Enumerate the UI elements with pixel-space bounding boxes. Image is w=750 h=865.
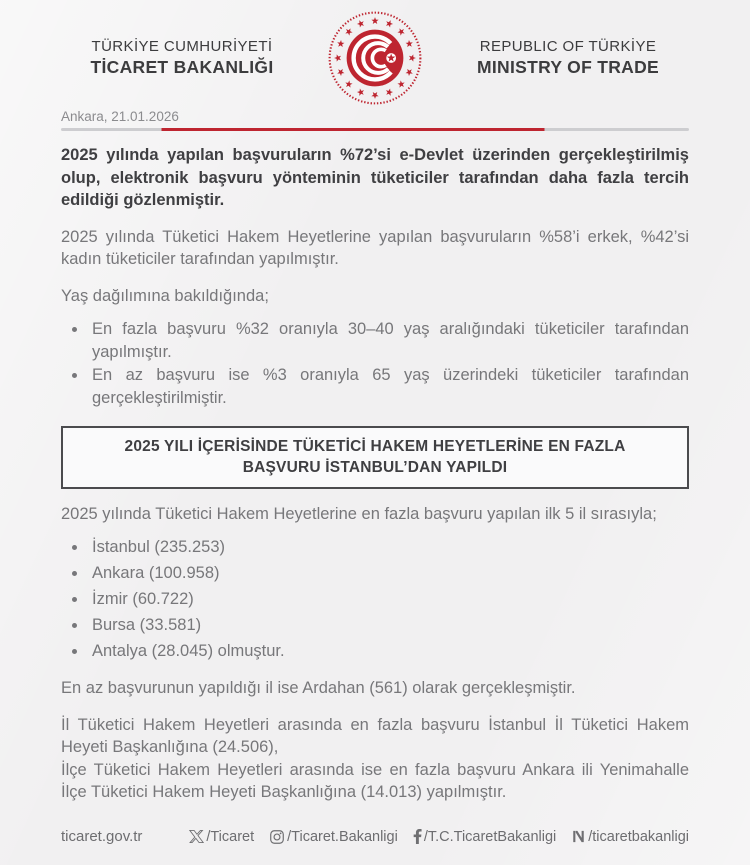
social-link-nsosyal[interactable]: [571, 829, 689, 845]
nsosyal-icon: [571, 829, 586, 844]
website-link[interactable]: ticaret.gov.tr: [61, 828, 143, 845]
org-name-turkish: [61, 38, 303, 78]
org-name-english: [447, 38, 689, 78]
org-tr-line2: TİCARET BAKANLIĞI: [90, 57, 274, 77]
social-handle: /T.C.TicaretBakanligi: [423, 828, 557, 845]
press-release-body: [61, 131, 689, 804]
social-link-x[interactable]: [189, 829, 254, 845]
list-item: • Antalya (28.045) olmuştur.: [88, 640, 689, 664]
list-item: • En fazla başvuru %32 oranıyla 30–40 yaş aralığındaki tüketiciler tarafından yapılmıştır.: [88, 318, 689, 363]
district-line: İlçe Tüketici Hakem Heyetleri arasında ise en fazla başvuru Ankara ili Yenimahalle İlçe Tüketici Hakem Heyeti Başkanlığına (14.013) yapılmıştır.: [61, 760, 689, 801]
list-item: • İstanbul (235.253): [88, 536, 689, 560]
social-link-instagram[interactable]: [269, 829, 398, 845]
boxed-heading: 2025 YILI İÇERİSİNDE TÜKETİCİ HAKEM HEYETLERİNE EN FAZLA BAŞVURU İSTANBUL’DAN YAPILDI: [61, 426, 689, 489]
social-links: [189, 829, 689, 845]
org-tr-line1: TÜRKİYE CUMHURİYETİ: [91, 38, 273, 55]
gender-paragraph: 2025 yılında Tüketici Hakem Heyetlerine yapılan başvuruların %58’i erkek, %42’si kadın tüketiciler tarafından yapılmıştır.: [61, 227, 689, 268]
age-intro: Yaş dağılımına bakıldığında;: [61, 286, 269, 305]
footer: [61, 828, 689, 845]
ministry-of-trade-emblem-icon: [327, 10, 423, 106]
social-handle: /ticaretbakanligi: [588, 828, 689, 845]
list-item: • Ankara (100.958): [88, 562, 689, 586]
province-line: İl Tüketici Hakem Heyetleri arasında en fazla başvuru İstanbul İl Tüketici Hakem Heyeti Başkanlığına (24.506),: [61, 715, 689, 756]
least-applications-paragraph: En az başvurunun yapıldığı il ise Ardahan (561) olarak gerçekleşmiştir.: [61, 679, 576, 697]
age-bullet-list: [61, 318, 689, 409]
list-item: • Bursa (33.581): [88, 614, 689, 638]
social-handle: /Ticaret.Bakanligi: [287, 828, 398, 845]
masthead: [61, 10, 689, 106]
top5-city-list: [61, 536, 689, 664]
org-en-line2: MINISTRY OF TRADE: [476, 57, 660, 77]
dateline: Ankara, 21.01.2026: [61, 109, 179, 124]
lead-paragraph: 2025 yılında yapılan başvuruların %72’si e-Devlet üzerinden gerçekleştirilmiş olup, elektronik başvuru yönteminin tüketiciler tarafından daha fazla tercih edildiği gözlenmiştir.: [61, 146, 689, 209]
list-item: • En az başvuru ise %3 oranıyla 65 yaş üzerindeki tüketiciler tarafından gerçekleştirilmiştir.: [88, 364, 689, 409]
facebook-icon: [413, 829, 422, 844]
committee-detail-paragraph: [61, 714, 689, 804]
social-link-facebook[interactable]: [413, 829, 556, 845]
list-item: • İzmir (60.722): [88, 588, 689, 612]
org-en-line1: REPUBLIC OF TÜRKİYE: [479, 38, 657, 55]
top5-intro: 2025 yılında Tüketici Hakem Heyetlerine en fazla başvuru yapılan ilk 5 il sırasıyla;: [61, 505, 657, 523]
x-icon: [189, 829, 204, 844]
social-handle: /Ticaret: [206, 828, 255, 845]
instagram-icon: [269, 829, 285, 845]
